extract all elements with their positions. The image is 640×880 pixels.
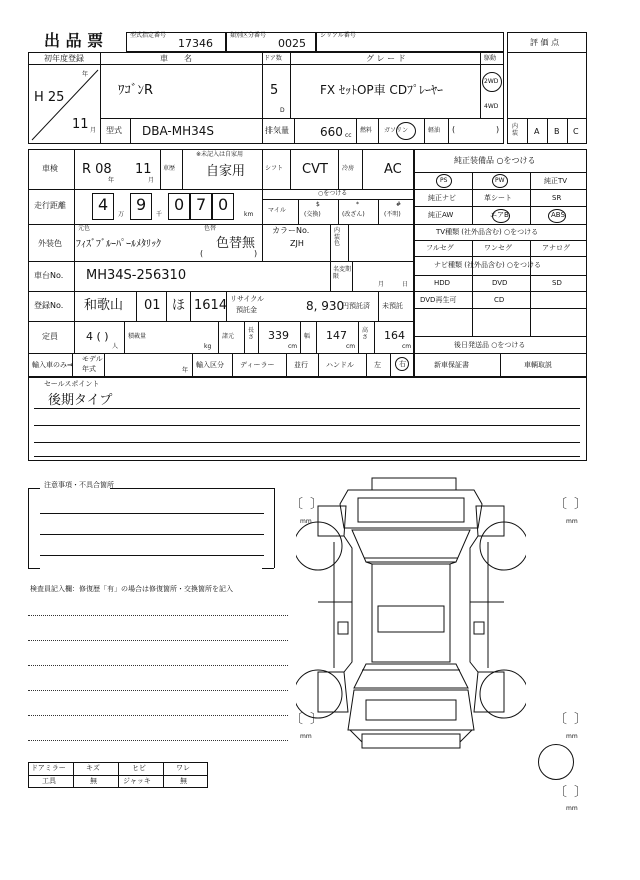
equipment-title: 純正装備品 ○をつける — [454, 156, 536, 165]
shift-label: シフト — [265, 165, 284, 172]
capacity-unit: 人 — [112, 343, 119, 350]
mileage-km: km — [244, 211, 254, 218]
interior-grade-a: A — [534, 127, 540, 136]
registration-number: 1614 — [194, 298, 228, 313]
cc-unit: cc — [345, 132, 352, 139]
tv-fullseg: フルセグ — [426, 244, 454, 252]
ac-label: 冷房 — [342, 165, 355, 172]
equip-aw: 純正AW — [428, 211, 454, 219]
legend-jack-value: 無 — [180, 777, 187, 785]
history-value: 自家用 — [206, 164, 246, 179]
mileage-hash: # — [396, 201, 402, 208]
tread-rr-bracket-open: 〔 — [554, 712, 568, 727]
repaint-value: 色替無 — [216, 236, 256, 251]
import-class: 輸入区分 — [196, 361, 224, 369]
first-reg-era: H 25 — [34, 90, 65, 105]
mileage-digit-1-value: 4 — [98, 195, 109, 214]
tread-fl-mm: mm — [300, 518, 312, 525]
evaluation-label: 評 価 点 — [530, 38, 560, 47]
handle-left: 左 — [374, 361, 381, 369]
registration-class: 01 — [144, 298, 161, 313]
shift-value: CVT — [302, 162, 328, 177]
tread-spare-mm: mm — [566, 805, 578, 812]
capacity-value: 4 ( ) — [86, 330, 109, 343]
repaint-paren-close: ) — [254, 249, 258, 258]
first-reg-month: 11 — [72, 117, 89, 132]
recycle-unit: 円預託済 — [342, 302, 370, 310]
fuel-paren-open: ( — [452, 125, 456, 134]
tv-title: TV種類 (社外品含む) ○をつける — [436, 228, 539, 236]
navi-title: ナビ種類 (社外品含む) ○をつける — [434, 261, 542, 269]
load-label: 積載量 — [128, 333, 147, 340]
recycle-unpaid: 未預託 — [382, 302, 403, 310]
tread-rl-mm: mm — [300, 733, 312, 740]
model-designation-label: 型式指定番号 — [130, 32, 167, 39]
interior-grade-c: C — [573, 127, 579, 136]
fuel-gasoline: ガソリン — [384, 127, 409, 134]
displacement-label: 排気量 — [265, 126, 289, 135]
chassis-label: 車台No. — [34, 271, 64, 280]
color-no-label: カラーNo. — [272, 226, 310, 235]
model-year-label-1: モデル — [82, 355, 103, 363]
drive-2wd: 2WD — [484, 78, 499, 85]
shaken-month-unit: 月 — [148, 177, 155, 184]
shaken-era: R 08 — [82, 162, 112, 177]
import-only: 輸入車のみ⇒ — [32, 361, 73, 369]
model-year-unit: 年 — [182, 367, 189, 374]
mileage-modified: (改ざん) — [342, 211, 365, 218]
registration-label: 登録No. — [34, 301, 64, 310]
width-label: 幅 — [304, 333, 311, 340]
equip-tv: 純正TV — [544, 177, 568, 185]
tread-spare-bracket-open: 〔 — [554, 785, 568, 800]
mileage-circle-note: ○をつける — [318, 190, 348, 197]
mileage-digit-4-value: 7 — [196, 195, 207, 214]
tv-oneseg: ワンセグ — [484, 244, 512, 252]
recycle-label-1: リサイクル — [230, 295, 265, 303]
meigi-day-unit: 日 — [402, 281, 409, 288]
tread-rr-mm: mm — [566, 733, 578, 740]
history-label: 車歴 — [163, 165, 176, 172]
mileage-digit-3-value: 0 — [174, 195, 185, 214]
serial-label: シリアル番号 — [320, 32, 356, 39]
fuel-label: 燃料 — [360, 127, 373, 134]
legend-crack: ヒビ — [132, 764, 146, 772]
first-reg-year-unit: 年 — [82, 71, 89, 78]
meigi-month-unit: 月 — [378, 281, 385, 288]
legend-scratch: キズ — [86, 764, 100, 772]
caution-label: 注意事項・不具合箇所 — [44, 481, 114, 489]
mileage-dollar: $ — [316, 201, 320, 208]
drive-4wd: 4WD — [484, 103, 499, 110]
grade-label: グ レ ー ド — [366, 54, 406, 63]
model-type-value: DBA-MH34S — [142, 124, 215, 138]
load-unit: kg — [204, 343, 212, 350]
category-label: 類別区分番号 — [230, 32, 267, 39]
tread-spare-bracket-close: 〕 — [574, 785, 588, 800]
history-note: ※未記入は自家用 — [196, 151, 244, 158]
length-value: 339 — [268, 329, 289, 342]
spec-label: 諸元 — [222, 333, 235, 340]
displacement-value: 660 — [320, 125, 343, 139]
equip-ps: PS — [440, 177, 448, 184]
cd: CD — [494, 296, 505, 304]
mileage-digit-5-value: 0 — [218, 195, 229, 214]
equip-abs: ABS — [551, 211, 565, 219]
fuel-light-oil: 軽油 — [428, 127, 441, 134]
ac-value: AC — [384, 162, 402, 177]
car-body-diagram — [296, 472, 526, 762]
capacity-label: 定員 — [42, 332, 58, 341]
interior-grade-b: B — [554, 127, 560, 136]
dvd-playable: DVD再生可 — [420, 296, 457, 304]
doors-value: 5 — [270, 83, 279, 98]
tread-fr-mm: mm — [566, 518, 578, 525]
tv-analog: アナログ — [542, 244, 570, 252]
meigi-label: 名変期限 — [333, 266, 352, 281]
tread-fr-bracket-close: 〕 — [574, 497, 588, 512]
legend-door-mirror: ドアミラー — [31, 764, 66, 772]
height-value: 164 — [384, 329, 405, 342]
later-title: 後日発送品 ○をつける — [454, 341, 526, 349]
tread-rl-bracket-open: 〔 — [290, 712, 304, 727]
navi-sd: SD — [552, 279, 562, 287]
mileage-digit-2-value: 9 — [136, 195, 147, 214]
car-name-label: 車 名 — [160, 54, 192, 63]
fuel-paren-close: ) — [496, 125, 500, 134]
model-designation-value: 17346 — [178, 37, 213, 50]
form-title: 出 品 票 — [44, 31, 104, 50]
import-parallel: 並行 — [294, 361, 308, 369]
mileage-label: 走行距離 — [34, 201, 66, 210]
mileage-mile: マイル — [268, 207, 286, 214]
model-year-label-2: 年式 — [82, 365, 96, 373]
interior-color-label: 内装色 — [334, 227, 341, 248]
mileage-man: 万 — [118, 211, 125, 218]
equip-navi: 純正ナビ — [428, 194, 456, 202]
shaken-year-unit: 年 — [108, 177, 115, 184]
interior-label: 内装 — [512, 123, 519, 137]
equip-leather: 革シート — [484, 194, 512, 202]
sales-point-label: セールスポイント — [44, 380, 100, 388]
first-reg-label: 初年度登録 — [44, 54, 84, 63]
navi-hdd: HDD — [434, 279, 451, 287]
equip-airbag: エアB — [490, 211, 509, 219]
mileage-sen: 千 — [156, 211, 163, 218]
registration-kana: ほ — [172, 298, 186, 313]
drive-label: 駆動 — [484, 55, 497, 62]
chassis-number: MH34S-256310 — [86, 268, 187, 283]
mileage-exchange: (交換) — [304, 211, 321, 218]
registration-region: 和歌山 — [84, 298, 124, 313]
original-color-label: 元色 — [78, 225, 91, 232]
handle-label: ハンドル — [326, 361, 354, 369]
car-name: ﾜｺﾞﾝR — [118, 83, 154, 98]
tread-fl-bracket-close: 〕 — [310, 497, 324, 512]
exterior-color-label: 外装色 — [38, 239, 62, 248]
inspector-label: 検査員記入欄：修復歴「有」の場合は修復箇所・交換箇所を記入 — [30, 585, 233, 593]
width-value: 147 — [326, 329, 347, 342]
recycle-label-2: 預託金 — [236, 306, 257, 314]
length-label: 長さ — [248, 327, 255, 341]
first-reg-month-unit: 月 — [90, 127, 97, 134]
mileage-star: * — [356, 201, 359, 208]
legend-jack: ジャッキ — [123, 777, 151, 785]
original-color-value: ﾌｨｽﾞﾌﾞﾙｰﾊﾟｰﾙﾒﾀﾘｯｸ — [76, 239, 161, 250]
doors-suffix: D — [280, 107, 285, 114]
shaken-label: 車検 — [42, 164, 58, 173]
spare-tire — [538, 744, 574, 780]
later-manual: 車輌取説 — [524, 361, 552, 369]
legend-tools-value: 無 — [90, 777, 97, 785]
model-type-label: 型式 — [106, 126, 122, 135]
shaken-month: 11 — [135, 162, 152, 177]
recycle-amount: 8, 930 — [306, 299, 345, 313]
tread-rr-bracket-close: 〕 — [574, 712, 588, 727]
tread-rl-bracket-close: 〕 — [310, 712, 324, 727]
legend-break: ワレ — [176, 764, 190, 772]
fuel-gasoline-circle — [396, 122, 416, 140]
later-warranty: 新車保証書 — [434, 361, 469, 369]
legend-tools: 工具 — [42, 777, 56, 785]
import-dealer: ディーラー — [240, 361, 275, 369]
tread-fl-bracket-open: 〔 — [290, 497, 304, 512]
navi-dvd: DVD — [492, 279, 508, 287]
sales-point-text: 後期タイプ — [48, 393, 113, 408]
color-no-value: ZJH — [290, 239, 304, 248]
category-value: 0025 — [278, 37, 306, 50]
equip-sr: SR — [552, 194, 562, 202]
handle-right: 右 — [399, 360, 406, 368]
length-unit: cm — [288, 343, 298, 350]
height-unit: cm — [402, 343, 412, 350]
height-label: 高さ — [362, 327, 369, 341]
mileage-unknown: (不明) — [384, 211, 401, 218]
doors-label: ドア数 — [264, 55, 282, 62]
equip-pw: PW — [495, 177, 505, 184]
tread-fr-bracket-open: 〔 — [554, 497, 568, 512]
grade-value: FX ｾｯﾄOP車 CDﾌﾟﾚｰﾔｰ — [320, 83, 444, 97]
repaint-label: 色替 — [204, 225, 217, 232]
sales-point-box — [28, 377, 587, 461]
repaint-paren-open: ( — [200, 249, 204, 258]
width-unit: cm — [346, 343, 356, 350]
